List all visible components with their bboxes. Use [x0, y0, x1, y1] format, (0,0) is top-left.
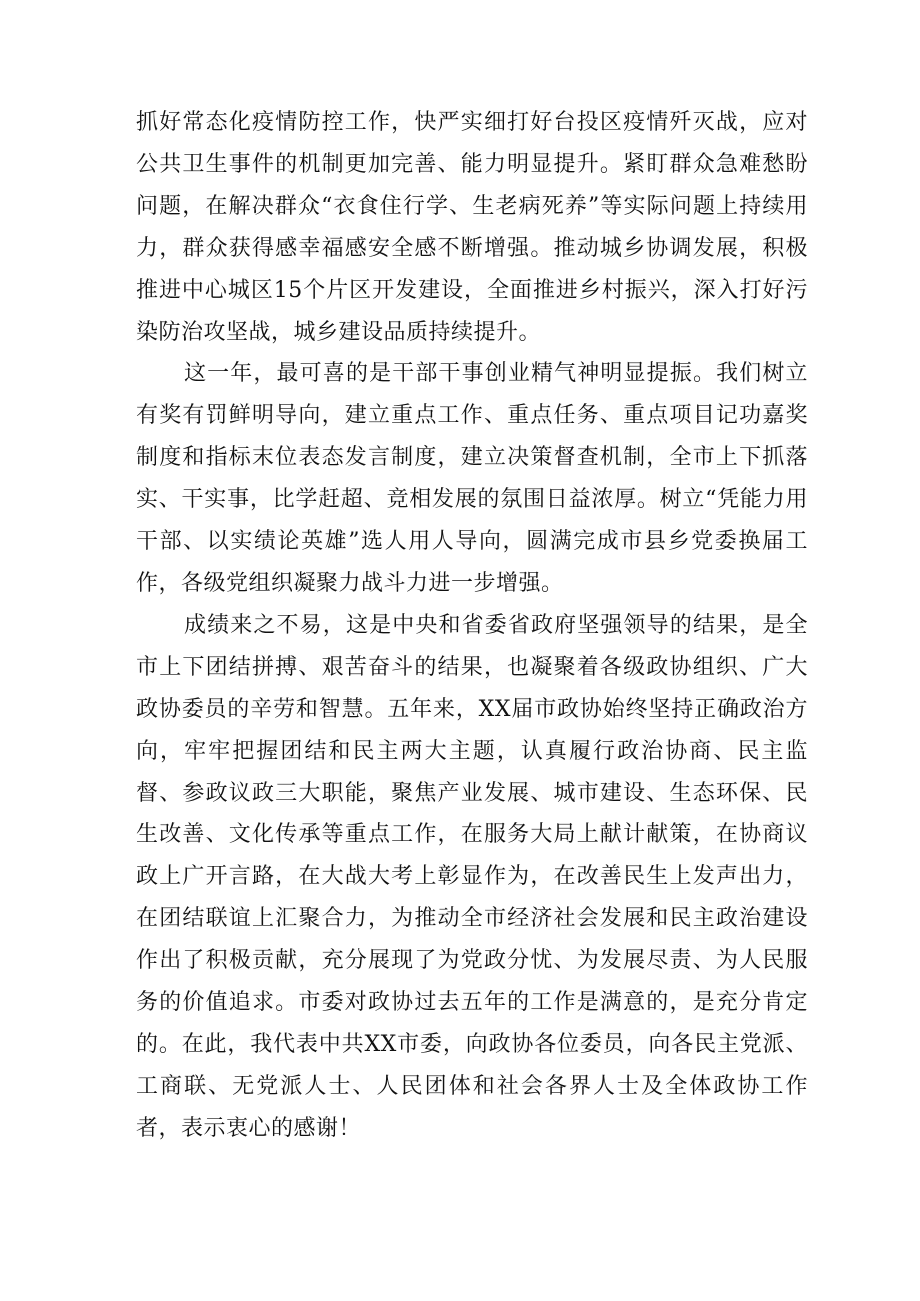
paragraph-cadre-spirit: 这一年，最可喜的是干部干事创业精气神明显提振。我们树立有奖有罚鲜明导向，建立重点工作、重点任务、重点项目记功嘉奖制度和指标末位表态发言制度，建立决策督查机制，全市上下抓落实、干实事，比学赶超、竞相发展的氛围日益浓厚。树立“凭能力用干部、以实绩论英雄”选人用人导向，圆满完成市县乡党委换届工作，各级党组织凝聚力战斗力进一步增强。	[136, 361, 808, 596]
paragraph-continued: 抓好常态化疫情防控工作，快严实细打好台投区疫情歼灭战，应对公共卫生事件的机制更加完善、能力明显提升。紧盯群众急难愁盼问题，在解决群众“衣食住行学、生老病死养”等实际问题上持续用力，群众获得感幸福感安全感不断增强。推动城乡协调发展，积极推进中心城区15个片区开发建设，全面推进乡村振兴，深入打好污染防治攻坚战，城乡建设品质持续提升。	[136, 110, 808, 345]
paragraph-achievements-thanks: 成绩来之不易，这是中央和省委省政府坚强领导的结果，是全市上下团结拼搏、艰苦奋斗的结果，也凝聚着各级政协组织、广大政协委员的辛劳和智慧。五年来，XX届市政协始终坚持正确政治方向，牢牢把握团结和民主两大主题，认真履行政治协商、民主监督、参政议政三大职能，聚焦产业发展、城市建设、生态环保、民生改善、文化传承等重点工作，在服务大局上献计献策，在协商议政上广开言路，在大战大考上彰显作为，在改善民生上发声出力，在团结联谊上汇聚合力，为推动全市经济社会发展和民主政治建设作出了积极贡献，充分展现了为党政分忧、为发展尽责、为人民服务的价值追求。市委对政协过去五年的工作是满意的，是充分肯定的。在此，我代表中共XX市委，向政协各位委员，向各民主党派、工商联、无党派人士、人民团体和社会各界人士及全体政协工作者，表示衷心的感谢！	[136, 612, 808, 1141]
